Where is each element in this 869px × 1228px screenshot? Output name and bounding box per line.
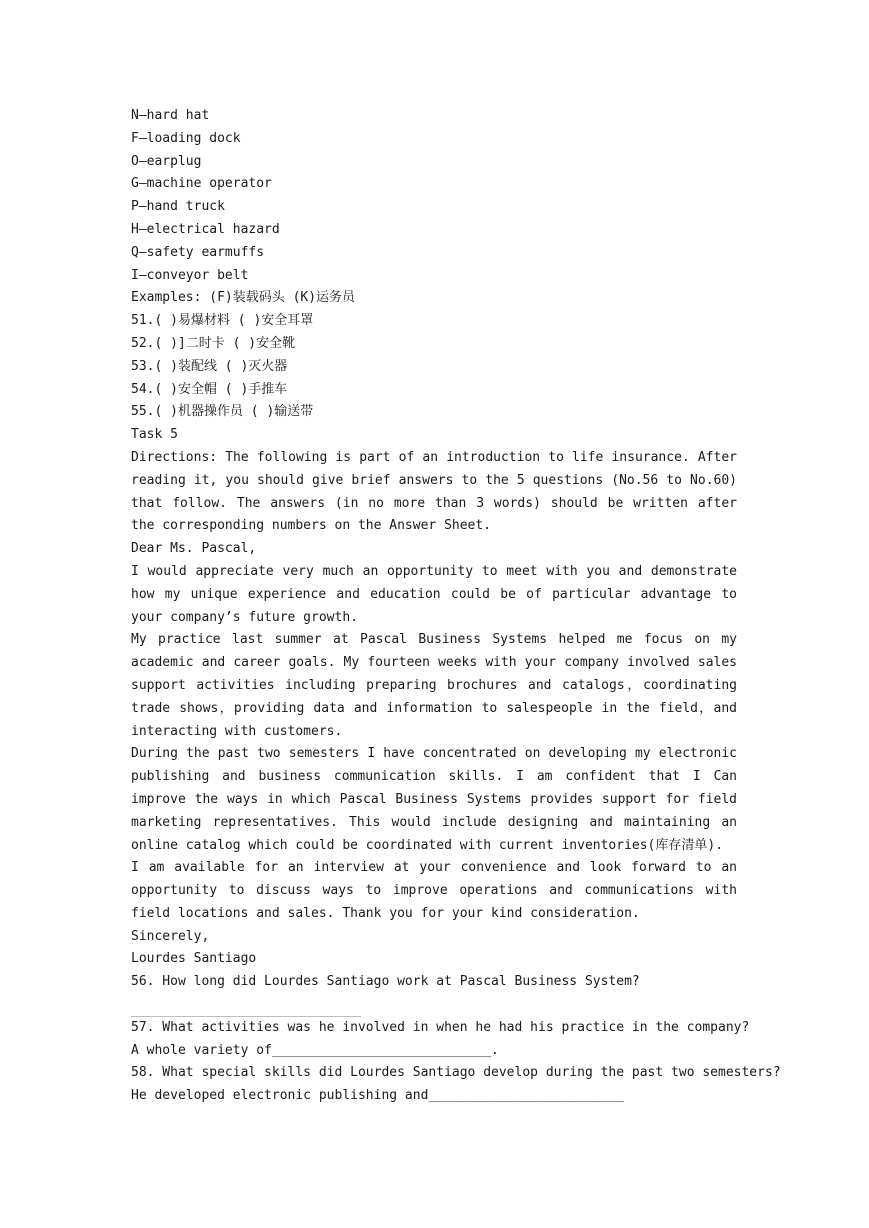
directions-paragraph: Directions: The following is part of an introduction to life insurance. After reading it, you should give brief answers to the 5 questions (No.56 to No.60) that follow. The answers (in no more than 3 words) should be written after the corresponding numbers on the Answer Sheet. xyxy=(131,449,737,534)
question-item: 54.( )安全帽 ( )手推车 xyxy=(131,381,288,397)
vocab-item: F—loading dock xyxy=(131,130,241,146)
letter-closing: Sincerely, xyxy=(131,928,210,944)
vocab-item: P—hand truck xyxy=(131,199,225,215)
answer-blank-57: ____________________________. xyxy=(271,1042,499,1058)
question-item: 51.( )易爆材料 ( )安全耳罩 xyxy=(131,313,314,329)
letter-paragraph: I am available for an interview at your convenience and look forward to an opportunity to discuss ways to improve operations and communications with field locations and sales. Thank you for your kind consideration. xyxy=(131,860,737,921)
answer-prefix-57: A whole variety of xyxy=(131,1042,272,1058)
examples-line: Examples: (F)装载码头 (K)运务员 xyxy=(131,290,356,306)
vocab-item: Q—safety earmuffs xyxy=(131,244,265,260)
answer-blank-58: _________________________ xyxy=(428,1088,625,1104)
question-56: 56. How long did Lourdes Santiago work at Pascal Business System? xyxy=(131,974,640,990)
vocab-item: I—conveyor belt xyxy=(131,267,249,283)
cover-letter xyxy=(131,538,737,971)
answer-prefix-58: He developed electronic publishing and xyxy=(131,1088,429,1104)
question-58: 58. What special skills did Lourdes Santiago develop during the past two semesters? xyxy=(131,1065,781,1081)
answer-blank-56 xyxy=(131,994,361,1017)
answer-line-57 xyxy=(131,1040,737,1063)
document-page xyxy=(131,105,781,1108)
letter-signature: Lourdes Santiago xyxy=(131,951,257,967)
question-57: 57. What activities was he involved in when he had his practice in the company? xyxy=(131,1019,750,1035)
vocab-item: H—electrical hazard xyxy=(131,221,280,237)
vocab-list xyxy=(131,105,737,287)
vocab-item: G—machine operator xyxy=(131,176,272,192)
question-item: 52.( )]二时卡 ( )安全靴 xyxy=(131,335,296,351)
letter-paragraph: During the past two semesters I have concentrated on developing my electronic publishing and business communication skills. I am confident that I Can improve the ways in which Pascal Business Systems provides support for field marketing representatives. This would include designing and maintaining an online catalog which could be coordinated with current inventories(库存清单). xyxy=(131,746,737,853)
vocab-item: N—hard hat xyxy=(131,108,210,123)
answer-line-58 xyxy=(131,1085,737,1108)
letter-salutation: Dear Ms. Pascal, xyxy=(131,541,257,557)
task-title: Task 5 xyxy=(131,427,178,443)
letter-paragraph: I would appreciate very much an opportunity to meet with you and demonstrate how my unique experience and education could be of particular advantage to your company’s future growth. xyxy=(131,563,737,625)
letter-paragraph: My practice last summer at Pascal Business Systems helped me focus on my academic and career goals. My fourteen weeks with your company involved sales support activities including preparing brochures and catalogs，coordinating trade shows，providing data and information to salespeople in the field，and interacting with customers. xyxy=(131,632,737,739)
question-item: 55.( )机器操作员 ( )输送带 xyxy=(131,404,314,420)
question-list-51-55 xyxy=(131,310,737,424)
vocab-item: O—earplug xyxy=(131,153,202,169)
question-item: 53.( )装配线 ( )灭火器 xyxy=(131,358,288,374)
